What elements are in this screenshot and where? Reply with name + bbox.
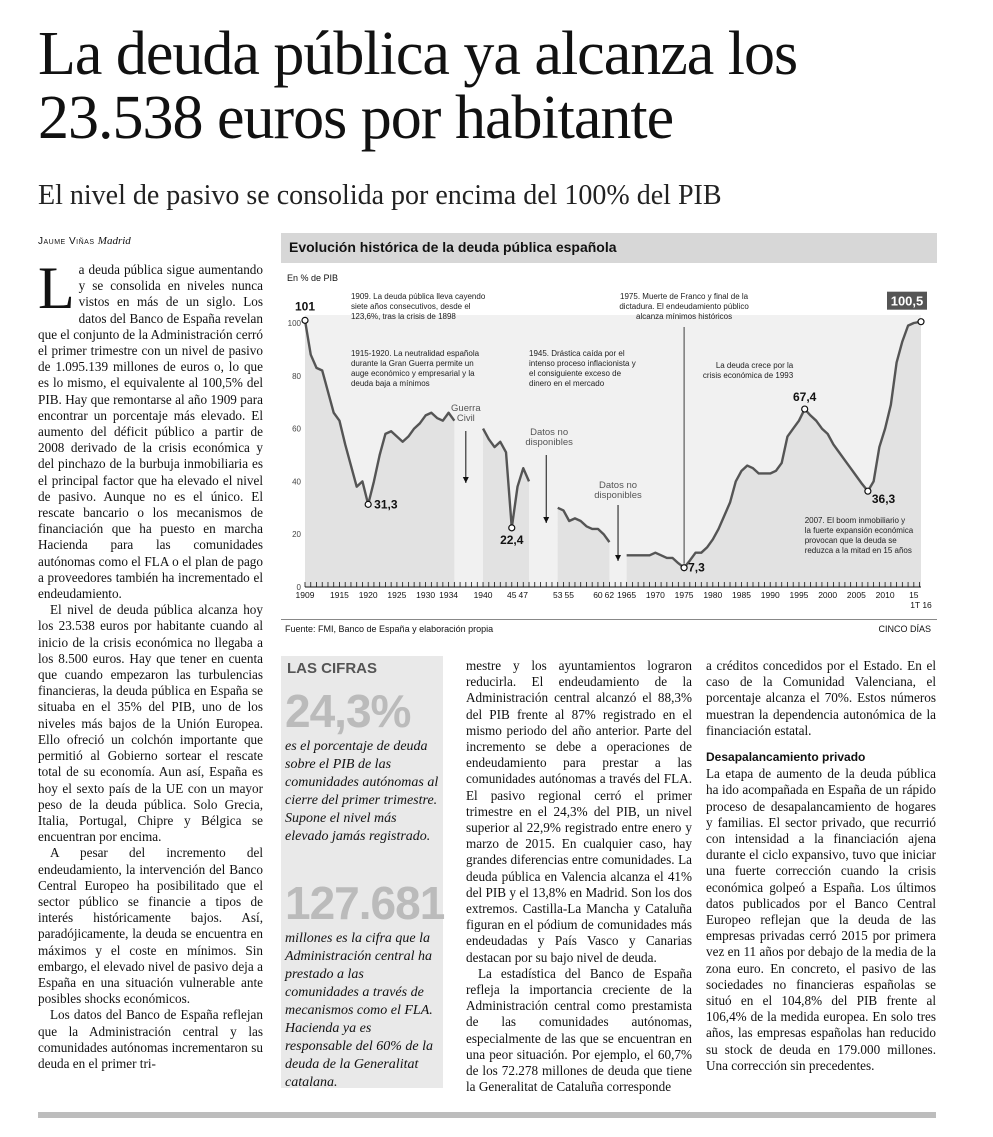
x-tick-label: 1909 [295,590,315,600]
figure-1-text: es el porcentaje de deuda sobre el PIB de las comunidades autónomas al cierre del primer trimestre. Supone el nivel más elevado jamás registrado. [285,739,439,844]
x-tick-label: 60 [593,590,603,600]
annotation-line: auge económico y empresarial y la [350,369,475,378]
annotation-line: 1915-1920. La neutralidad española [350,349,480,358]
point-marker [865,488,871,494]
point-label: 36,3 [871,492,896,507]
chart-credit: CINCO DÍAS [878,624,931,634]
x-tick-label: 53 [552,590,563,600]
point-label: 31,3 [374,497,398,512]
paragraph: La etapa de aumento de la deuda pública ha ido acompañada en España de un rápido proceso de desapalancamiento de hogares y familias. El sector privado, que recurrió con intensidad a la financiación ajena durante el ciclo expansivo, tuvo que iniciar una fuerte corrección cuando la crisis económica golpeó a España. Los últimos datos publicados por el Banco Central Europeo reflejan que la deuda de las empresas privadas cerró 2015 por primera vez en 11 años por debajo de la media de la zona euro. En concreto, el pasivo de las sociedades no financieras españolas se situó en el 104,8% del PIB frente al 106,4% de la medida europea. En solo tres años, las empresas españolas han reducido su stock de deuda en 179.000 millones. Una corrección sin precedentes. [706,766,936,1073]
article-column-4 [706,658,936,1074]
annotation-line: 123,6%, tras la crisis de 1898 [350,312,456,321]
x-tick-label: 15 [909,590,919,600]
x-tick-label: 45 [507,590,517,600]
chart-plot [281,263,937,619]
byline [38,235,131,247]
debt-chart [281,233,937,638]
chart-footer [281,619,937,639]
point-marker [302,317,308,323]
annotation-line: durante la Gran Guerra permite un [350,359,474,368]
annotation-line: la fuerte expansión económica [804,526,914,535]
bottom-rule [38,1112,936,1118]
x-tick-label: 1970 [645,590,665,600]
annotation-line: crisis económica de 1993 [702,371,794,380]
headline: La deuda pública ya alcanza los 23.538 euros por habitante [38,20,798,152]
x-tick-label: 2000 [818,590,838,600]
annotation-line: el consiguiente exceso de [529,369,622,378]
point-marker [681,565,687,571]
paragraph: La deuda pública sigue aumentando y se consolida en niveles nunca vistos en más de un siglo. Los datos del Banco de España revelan que el conjunto de la Administración cerró el primer trimestre con un nivel de pasivo de 1.095.139 millones de euros o, lo que es lo mismo, el equivalente al 100,5% del PIB. Hay que remontarse al año 1909 para encontrar un porcentaje más elevado. El aumento del déficit público a partir de 2008 derivado de la crisis económica y del pinchazo de la burbuja inmobiliaria es el principal factor que ha elevado el nivel de pasivo. Aunque no es el único. El rescate bancario o los mecanismos de financiación que ha puesto en marcha Hacienda para las comunidades autónomas como el FLA o el plan de pago a proveedores también ha incrementado el endeudamiento. [38,255,263,602]
article-column-3 [466,658,692,1095]
x-tick-label: 1985 [732,590,751,600]
chart-title-bar [281,233,937,263]
paragraph: La estadística del Banco de España refleja la importancia creciente de la Administración central como prestamista de las comunidades autónomas, especialmente de las que se encuentran en una peor situación. Por ejemplo, el 60,7% de los 72.278 millones de deuda que tiene la Generalitat de Cataluña corresponde [466,965,692,1095]
figure-1: 24,3% [285,685,411,737]
paragraph: a créditos concedidos por el Estado. En el caso de la Comunidad Valenciana, el porcentaje alcanza el 70%. Estos números muestran la dependencia autonómica de la financiación estatal. [706,658,936,738]
x-tick-label: 1934 [439,590,459,600]
annotation-line: 1909. La deuda pública lleva cayendo [350,292,486,301]
point-label: 100,5 [890,293,924,309]
point-marker [802,406,808,412]
byline-author: Jaume Viñas [38,236,95,247]
point-marker [365,501,371,507]
y-tick-label: 60 [292,424,301,434]
x-tick-label: 2010 [875,590,895,600]
x-tick-label: 1930 [416,590,436,600]
point-marker [509,525,515,531]
annotation-line: deuda baja a mínimos [350,379,430,388]
subheadline: El nivel de pasivo se consolida por encima del 100% del PIB [38,180,722,211]
annotation-line: 2007. El boom inmobiliario y [804,516,906,525]
annotation-line: siete años consecutivos, desde el [350,302,471,311]
annotation-line: provocan que la deuda se [804,536,897,545]
x-tick-label: 1990 [760,590,780,600]
key-figures-title: LAS CIFRAS [287,660,377,677]
annotation-line: reduzca a la mitad en 15 años [804,546,912,555]
y-tick-label: 40 [292,477,301,487]
point-label: 101 [294,299,316,314]
x-tick-label: 47 [518,590,528,600]
annotation-line: disponibles [594,490,642,501]
annotation-line: Civil [456,413,475,424]
x-tick-label: 1995 [789,590,809,600]
point-label: 22,4 [500,532,524,547]
chart-title: Evolución histórica de la deuda pública española [289,239,617,255]
figure-2-text: millones es la cifra que la Administración central ha prestado a las comunidades a través de mecanismos como el FLA. Hacienda ya es responsable del 60% de la deuda de la Generalitat catalana. [285,931,434,1090]
figure-2: 127.681 [285,877,445,929]
annotation-line: alcanza mínimos históricos [636,312,733,321]
article-column-1 [38,255,263,1072]
paragraph: El nivel de deuda pública alcanza hoy los 23.538 euros por habitante cuando al inicio de la crisis económica no llegaba a los 8.500 euros. Hay que tener en cuenta que cuando empezaron las turbulencias financieras, la deuda pública en España se situaba en el 35% del PIB, uno de los niveles más bajos de la Unión Europea. Ello ofreció un colchón importante que permitió al Gobierno sortear el rescate total de su economía. Aun así, España es hoy el sexto país de la UE con un mayor peso de la deuda pública. Solo Grecia, Italia, Portugal, Chipre y Bélgica se encuentran por encima. [38,602,263,845]
annotation-line: Guerra [451,403,481,414]
key-figures-box [281,656,443,1088]
y-tick-label: 80 [292,371,301,381]
x-tick-label: 1925 [387,590,407,600]
annotation-line: dictadura. El endeudamiento público [619,302,749,311]
y-tick-label: 0 [296,583,301,592]
x-tick-label: 1975 [674,590,694,600]
y-tick-label: 100 [287,319,301,328]
section-heading: Desapalancamiento privado [706,750,866,765]
x-tick-label: 1980 [703,590,723,600]
annotation-line: La deuda crece por la [715,361,794,370]
x-tick-label: 1920 [358,590,378,600]
x-tick-label: 62 [604,590,615,600]
annotation-line: intenso proceso inflacionista y [529,359,636,368]
point-label: 67,4 [793,390,817,405]
annotation-line: dinero en el mercado [529,379,605,388]
x-tick-label: 55 [564,590,574,600]
annotation-line: disponibles [525,437,573,448]
point-marker [918,319,924,325]
paragraph: mestre y los ayuntamientos lograron reducirla. El endeudamiento de la Administración central alcanzó el 88,3% del PIB frente al 87% registrado en el mismo periodo del año anterior. Parte del incremento se debe a operaciones de endeudamiento para prestar a las comunidades autónomas a través del FLA. El pasivo regional cerró el primer trimestre en el 24,3% del PIB, un nivel superior al 22,9% registrado entre enero y marzo de 2015. En cualquier caso, hay grandes diferencias entre comunidades. La deuda pública en Valencia alcanza el 41% del PIB y el 13,8% en Madrid. Son los dos extremos. Castilla-La Mancha y Cataluña figuran en el pódium de comunidades más endeudadas y País Vasco y Canarias destacan por su bajo nivel de deuda. [466,658,692,965]
paragraph: Los datos del Banco de España reflejan que la Administración central y las comunidades autónomas incrementaron su deuda en el primer tri- [38,1007,263,1071]
annotation-line: 1975. Muerte de Franco y final de la [620,292,749,301]
y-tick-label: 20 [292,530,301,540]
x-tick-label: 1965 [617,590,637,600]
byline-place: Madrid [97,235,131,247]
x-tick-label: 2005 [846,590,866,600]
x-tick-label-extra: 1T 16 [910,600,932,610]
x-tick-label: 1940 [473,590,493,600]
y-axis-label: En % de PIB [287,273,339,283]
annotation-line: Datos no [530,427,569,438]
drop-cap: L [38,255,75,321]
x-tick-label: 1915 [330,590,349,600]
point-label: 7,3 [688,560,705,575]
annotation-line: Datos no [599,480,638,491]
paragraph: A pesar del incremento del endeudamiento, la intervención del Banco Central Europeo ha posibilitado que el sector público se financie a tipos de interés históricamente bajos. Así, paradójicamente, la deuda se encuentra en máximos y el coste en mínimos. Sin embargo, el elevado nivel de pasivo deja a España en una situación vulnerable ante posibles shocks económicos. [38,845,263,1007]
annotation-line: 1945. Drástica caída por el [529,349,625,358]
chart-source: Fuente: FMI, Banco de España y elaboración propia [285,624,494,634]
